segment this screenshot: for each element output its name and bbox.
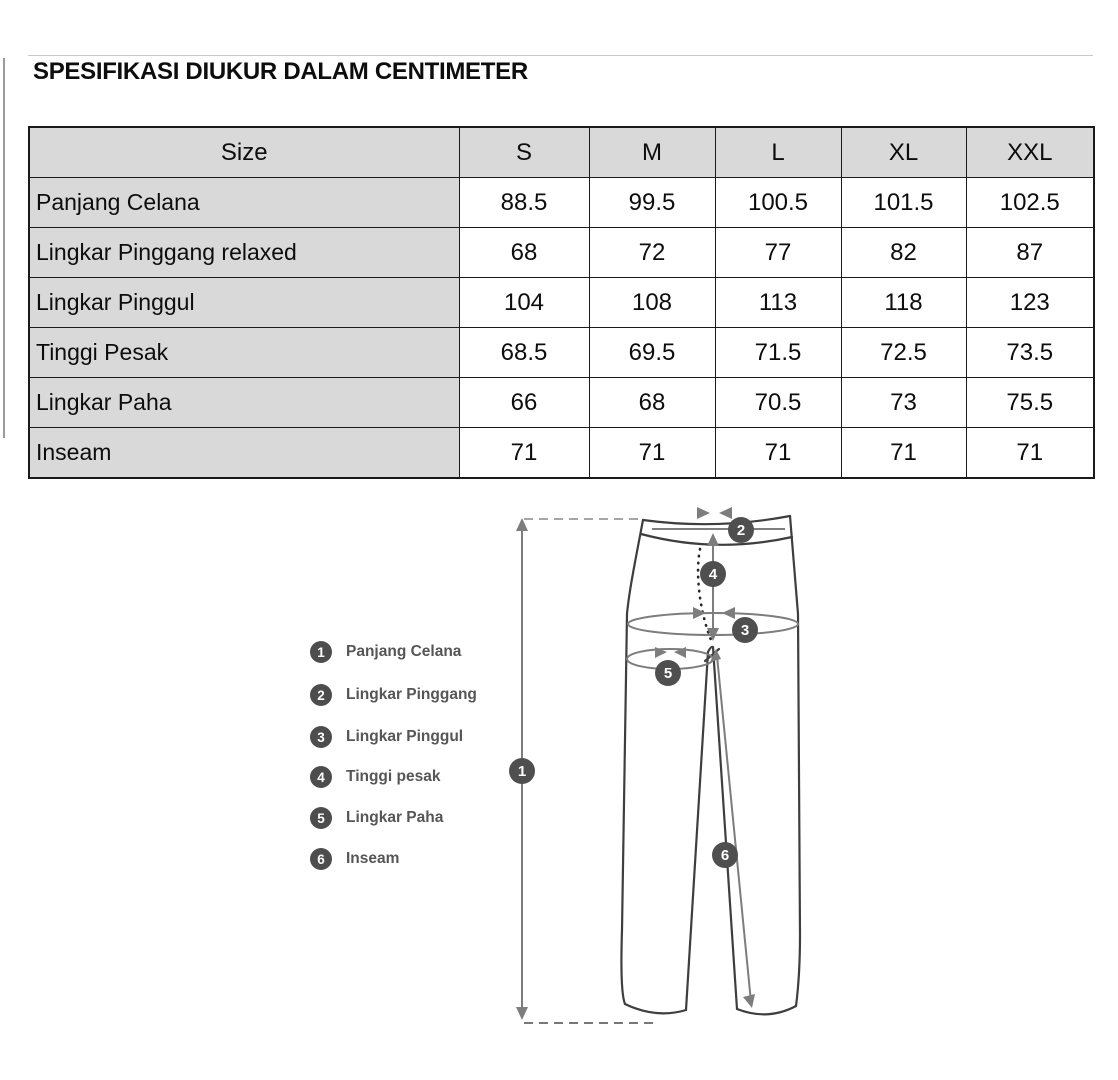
diagram-badge-3: 3 (732, 617, 758, 643)
cell-value: 73 (841, 378, 966, 428)
col-header-xl: XL (841, 127, 966, 178)
cell-value: 99.5 (589, 178, 715, 228)
size-spec-table (28, 126, 1095, 479)
cell-value: 68 (459, 228, 589, 278)
page-title: SPESIFIKASI DIUKUR DALAM CENTIMETER (33, 58, 528, 85)
legend-item-lingkar-paha (310, 807, 443, 829)
legend-label-6: Inseam (346, 850, 400, 867)
cell-value: 66 (459, 378, 589, 428)
cell-value: 108 (589, 278, 715, 328)
measure-arrows (522, 527, 798, 1012)
legend-item-lingkar-pinggang (310, 684, 477, 706)
row-label: Lingkar Paha (29, 378, 459, 428)
legend-badge-4: 4 (310, 766, 332, 788)
legend-label-2: Lingkar Pinggang (346, 686, 477, 703)
size-header-cell: Size (29, 127, 459, 178)
left-side-seam (621, 520, 643, 1004)
diagram-badge-4: 4 (700, 561, 726, 587)
cell-value: 73.5 (966, 328, 1094, 378)
cell-value: 87 (966, 228, 1094, 278)
table-header-row (29, 127, 1094, 178)
cell-value: 71 (841, 428, 966, 479)
left-inner-seam (686, 652, 708, 1010)
col-header-l: L (715, 127, 841, 178)
cell-value: 101.5 (841, 178, 966, 228)
right-side-seam (790, 516, 800, 1006)
table-row (29, 328, 1094, 378)
diagram-badge-6: 6 (712, 842, 738, 868)
legend-item-lingkar-pinggul (310, 726, 463, 748)
pants-diagram (500, 495, 980, 1055)
cell-value: 102.5 (966, 178, 1094, 228)
col-header-m: M (589, 127, 715, 178)
cell-value: 70.5 (715, 378, 841, 428)
legend-label-5: Lingkar Paha (346, 809, 444, 826)
cell-value: 77 (715, 228, 841, 278)
cell-value: 82 (841, 228, 966, 278)
cell-value: 68 (589, 378, 715, 428)
row-label: Tinggi Pesak (29, 328, 459, 378)
cell-value: 123 (966, 278, 1094, 328)
diagram-badge-1: 1 (509, 758, 535, 784)
col-header-s: S (459, 127, 589, 178)
cell-value: 72.5 (841, 328, 966, 378)
row-label: Inseam (29, 428, 459, 479)
right-inner-seam (708, 647, 737, 1009)
legend-label-4: Tinggi pesak (346, 768, 441, 785)
col-header-xxl: XXL (966, 127, 1094, 178)
pants-outline (621, 516, 800, 1014)
diagram-badge-2: 2 (728, 517, 754, 543)
cell-value: 71.5 (715, 328, 841, 378)
diagram-badge-5: 5 (655, 660, 681, 686)
legend-badge-1: 1 (310, 641, 332, 663)
legend-badge-5: 5 (310, 807, 332, 829)
cell-value: 71 (715, 428, 841, 479)
cell-value: 100.5 (715, 178, 841, 228)
table-row (29, 428, 1094, 479)
top-divider-rule (28, 55, 1093, 56)
cell-value: 104 (459, 278, 589, 328)
table-row (29, 278, 1094, 328)
cell-value: 118 (841, 278, 966, 328)
right-hem (737, 1006, 796, 1014)
row-label: Lingkar Pinggul (29, 278, 459, 328)
left-hem (625, 1004, 686, 1013)
table-row (29, 378, 1094, 428)
legend-item-panjang-celana (310, 641, 461, 663)
cell-value: 71 (459, 428, 589, 479)
cell-value: 71 (589, 428, 715, 479)
table-row (29, 228, 1094, 278)
legend-label-1: Panjang Celana (346, 643, 462, 660)
table-row (29, 178, 1094, 228)
cell-value: 113 (715, 278, 841, 328)
left-edge-rule (3, 58, 5, 438)
legend-label-3: Lingkar Pinggul (346, 728, 464, 745)
row-label: Lingkar Pinggang relaxed (29, 228, 459, 278)
legend-item-inseam (310, 848, 399, 870)
row-label: Panjang Celana (29, 178, 459, 228)
legend-badge-3: 3 (310, 726, 332, 748)
legend-badge-2: 2 (310, 684, 332, 706)
legend-badge-6: 6 (310, 848, 332, 870)
legend-item-tinggi-pesak (310, 766, 440, 788)
cell-value: 88.5 (459, 178, 589, 228)
cell-value: 75.5 (966, 378, 1094, 428)
cell-value: 68.5 (459, 328, 589, 378)
cell-value: 71 (966, 428, 1094, 479)
waist-top-line (643, 516, 790, 524)
cell-value: 69.5 (589, 328, 715, 378)
cell-value: 72 (589, 228, 715, 278)
